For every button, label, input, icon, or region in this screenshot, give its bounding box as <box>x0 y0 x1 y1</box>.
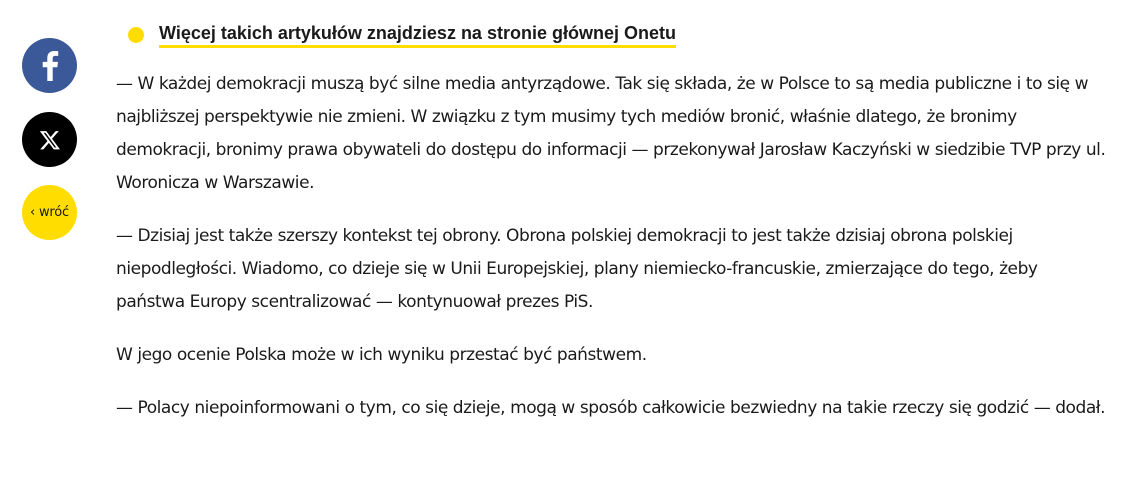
facebook-share-button[interactable] <box>22 38 77 93</box>
paragraph: — W każdej demokracji muszą być silne media antyrządowe. Tak się składa, że w Polsce to są media publiczne i to się w najbliższej perspektywie nie zmieni. W związku z tym musimy tych mediów bronić, właśnie dlatego, że bronimy demokracji, bronimy prawa obywateli do dostępu do informacji — przekonywał Jarosław Kaczyński w siedzibie TVP przy ul. Woronicza w Warszawie. <box>116 74 1106 193</box>
paragraph: — Polacy niepoinformowani o tym, co się dzieje, mogą w sposób całkowicie bezwiedny na takie rzeczy się godzić — dodał. <box>116 398 1106 418</box>
share-sidebar <box>22 38 78 259</box>
paragraph: W jego ocenie Polska może w ich wyniku przestać być państwem. <box>116 345 647 365</box>
x-logo-icon <box>39 129 61 151</box>
back-button[interactable] <box>22 185 77 240</box>
article-content <box>116 18 1106 425</box>
promo-banner <box>128 18 1106 52</box>
paragraph: — Dzisiaj jest także szerszy kontekst tej obrony. Obrona polskiej demokracji to jest także dzisiaj obrona polskiej niepodległości. Wiadomo, co dzieje się w Unii Europejskiej, plany niemiecko-francuskie, zmierzające do tego, żeby państwa Europy scentralizować — kontynuował prezes PiS. <box>116 226 1038 312</box>
x-share-button[interactable] <box>22 112 77 167</box>
facebook-icon <box>41 51 59 81</box>
article-body <box>116 68 1106 425</box>
onet-homepage-link[interactable]: Więcej takich artykułów znajdziesz na stronie głównej Onetu <box>159 23 676 48</box>
back-label: ‹ wróć <box>30 205 69 220</box>
bullet-dot-icon <box>128 27 144 43</box>
